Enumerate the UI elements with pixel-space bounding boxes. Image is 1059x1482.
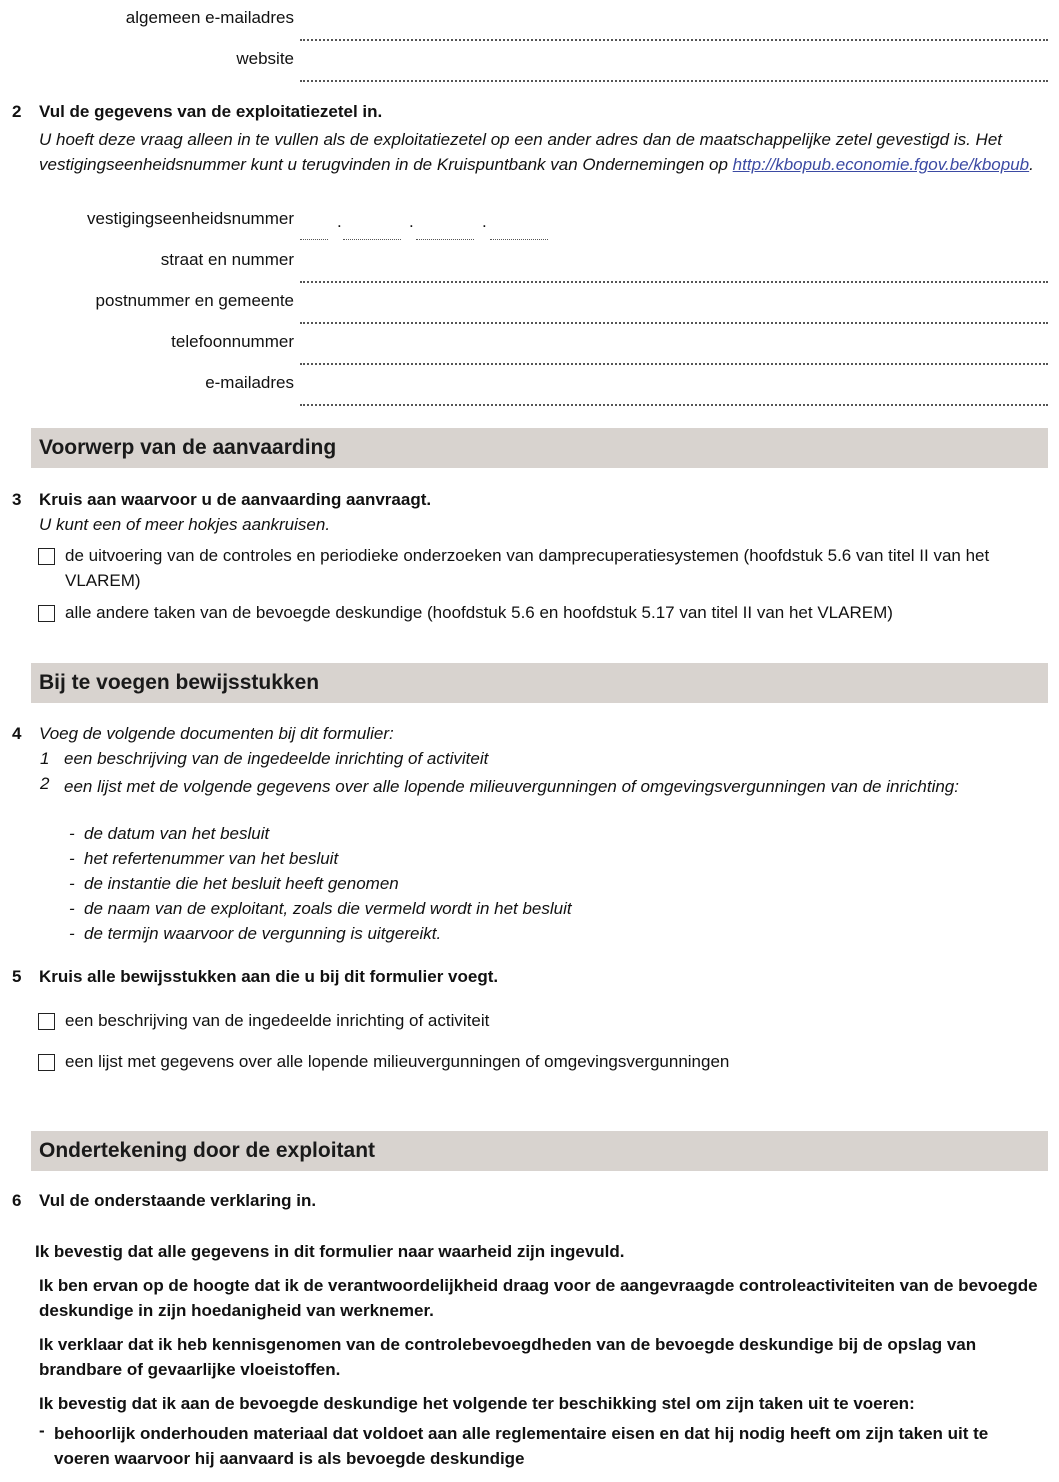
bullet-dash: - bbox=[39, 1421, 45, 1440]
checkbox-damprecuperatie[interactable] bbox=[38, 548, 55, 565]
list-item: een beschrijving van de ingedeelde inrichting of activiteit bbox=[64, 749, 489, 768]
option-label: een beschrijving van de ingedeelde inrichting of activiteit bbox=[65, 1011, 490, 1030]
question-title: Kruis aan waarvoor u de aanvaarding aanvraagt. bbox=[39, 490, 432, 509]
checkbox-permit-list[interactable] bbox=[38, 1054, 55, 1071]
sub-list-dash: - bbox=[69, 924, 75, 943]
number-segment[interactable] bbox=[343, 239, 401, 240]
question-number: 6 bbox=[12, 1191, 22, 1210]
general-email-input[interactable] bbox=[300, 39, 1048, 41]
sub-list-item: de termijn waarvoor de vergunning is uitgereikt. bbox=[84, 924, 442, 943]
field-label-establishment-number: vestigingseenheidsnummer bbox=[87, 209, 294, 228]
field-label-postal: postnummer en gemeente bbox=[95, 291, 294, 310]
declaration-bullet: behoorlijk onderhouden materiaal dat voldoet aan alle reglementaire eisen en dat hij nodig heeft om zijn taken uit te voeren waarvoor hij aanvaard is als bevoegde deskundige bbox=[54, 1424, 989, 1468]
list-item: een lijst met de volgende gegevens over alle lopende milieuvergunningen of omgevingsvergunningen van de inrichting: bbox=[64, 777, 959, 796]
question-number: 3 bbox=[12, 490, 22, 509]
option-label: een lijst met gegevens over alle lopende milieuvergunningen of omgevingsvergunningen bbox=[65, 1052, 730, 1071]
option-label: alle andere taken van de bevoegde deskundige (hoofdstuk 5.6 en hoofdstuk 5.17 van titel II van het VLAREM) bbox=[65, 603, 893, 622]
website-input[interactable] bbox=[300, 80, 1048, 82]
sub-list-dash: - bbox=[69, 899, 75, 918]
number-separator: . bbox=[482, 212, 487, 231]
phone-input[interactable] bbox=[300, 363, 1048, 365]
note-end: . bbox=[1029, 155, 1034, 174]
sub-list-item: de instantie die het besluit heeft genomen bbox=[84, 874, 399, 893]
question-number: 5 bbox=[12, 967, 22, 986]
question-title: Vul de gegevens van de exploitatiezetel in. bbox=[39, 102, 383, 121]
number-segment[interactable] bbox=[416, 239, 474, 240]
field-label-email: e-mailadres bbox=[205, 373, 294, 392]
field-label-general-email: algemeen e-mailadres bbox=[125, 8, 294, 27]
sub-list-dash: - bbox=[69, 824, 75, 843]
note-text: U hoeft deze vraag alleen in te vullen als de exploitatiezetel op een ander adres dan de maatschappelijke zetel gevestigd is. Het vestigingseenheidsnummer kunt u terugvinden in de Kruispuntbank van Ondernemingen op bbox=[39, 130, 1002, 174]
question-title: Kruis alle bewijsstukken aan die u bij dit formulier voegt. bbox=[39, 967, 499, 986]
question-number: 2 bbox=[12, 102, 22, 121]
field-label-phone: telefoonnummer bbox=[171, 332, 294, 351]
checkbox-description[interactable] bbox=[38, 1013, 55, 1030]
email-input[interactable] bbox=[300, 404, 1048, 406]
sub-list-dash: - bbox=[69, 874, 75, 893]
field-label-street: straat en nummer bbox=[160, 250, 294, 269]
question-number: 4 bbox=[12, 724, 22, 743]
question-title: Vul de onderstaande verklaring in. bbox=[39, 1191, 317, 1210]
street-input[interactable] bbox=[300, 281, 1048, 283]
list-item-number: 2 bbox=[40, 774, 50, 793]
sub-list-item: het refertenummer van het besluit bbox=[84, 849, 339, 868]
section-header-subject: Voorwerp van de aanvaarding bbox=[31, 428, 1048, 468]
declaration-statement: Ik verklaar dat ik heb kennisgenomen van de controlebevoegdheden van de bevoegde deskundige bij de opslag van brandbare of gevaarlijke vloeistoffen. bbox=[39, 1335, 977, 1379]
question-note: U kunt een of meer hokjes aankruisen. bbox=[39, 515, 331, 534]
option-label: de uitvoering van de controles en periodieke onderzoeken van damprecuperatiesystemen (hoofdstuk 5.6 van titel II van het VLAREM) bbox=[65, 546, 990, 590]
declaration-statement: Ik bevestig dat ik aan de bevoegde deskundige het volgende ter beschikking stel om zijn taken uit te voeren: bbox=[39, 1394, 915, 1413]
declaration-statement: Ik bevestig dat alle gegevens in dit formulier naar waarheid zijn ingevuld. bbox=[35, 1242, 625, 1261]
section-header-signature: Ondertekening door de exploitant bbox=[31, 1131, 1048, 1171]
number-segment[interactable] bbox=[490, 239, 548, 240]
declaration-statement: Ik ben ervan op de hoogte dat ik de verantwoordelijkheid draag voor de aangevraagde controleactiviteiten van de bevoegde deskundige in zijn hoedanigheid van werknemer. bbox=[39, 1276, 1038, 1320]
checkbox-other-tasks[interactable] bbox=[38, 605, 55, 622]
section-header-attachments: Bij te voegen bewijsstukken bbox=[31, 663, 1048, 703]
number-separator: . bbox=[409, 212, 414, 231]
postal-input[interactable] bbox=[300, 322, 1048, 324]
question-intro: Voeg de volgende documenten bij dit formulier: bbox=[39, 724, 394, 743]
sub-list-item: de datum van het besluit bbox=[84, 824, 270, 843]
question-note bbox=[39, 127, 1044, 177]
list-item-number: 1 bbox=[40, 749, 50, 768]
kbo-link[interactable]: http://kbopub.economie.fgov.be/kbopub bbox=[732, 155, 1030, 174]
number-segment[interactable] bbox=[300, 239, 328, 240]
field-label-website: website bbox=[236, 49, 294, 68]
sub-list-item: de naam van de exploitant, zoals die vermeld wordt in het besluit bbox=[84, 899, 572, 918]
number-separator: . bbox=[337, 212, 342, 231]
sub-list-dash: - bbox=[69, 849, 75, 868]
